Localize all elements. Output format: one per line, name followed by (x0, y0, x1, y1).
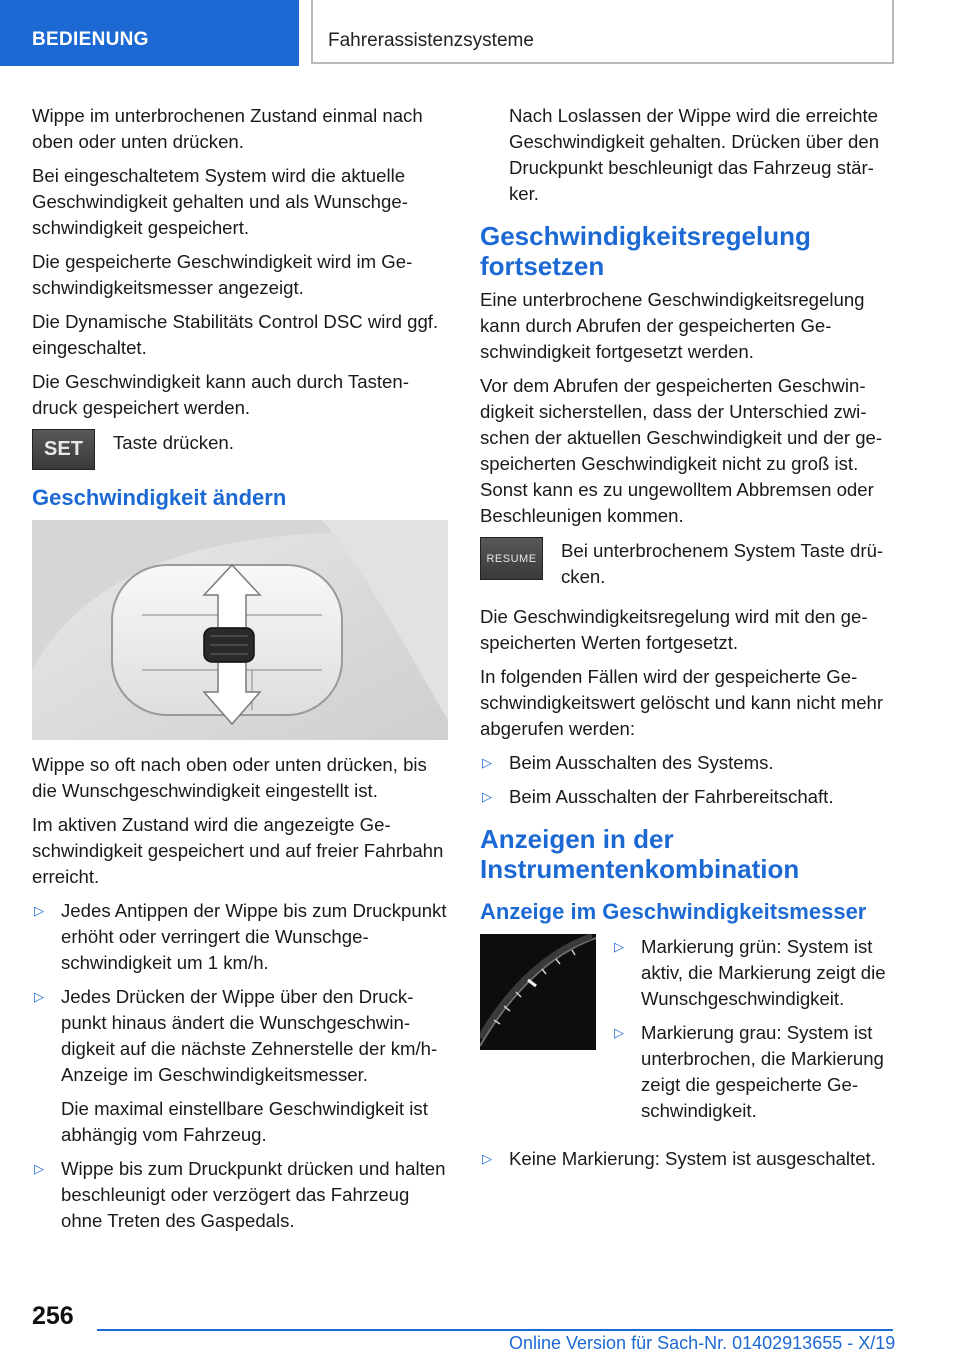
paragraph: Im aktiven Zustand wird die angezeigte Geschwindigkeit gespeichert und auf freier Fahrbahn erreicht. (32, 814, 444, 887)
resume-key-icon: RESUME (480, 537, 543, 580)
set-key-instruction (32, 429, 448, 470)
paragraph: Bei eingeschaltetem System wird die aktuelle Geschwindigkeit gehalten und als Wunschgeschwindigkeit gespeichert. (32, 165, 408, 238)
paragraph: Nach Loslassen der Wippe wird die erreichte Geschwindigkeit gehalten. Drücken über den Druckpunkt beschleunigt das Fahrzeug stärker. (509, 105, 880, 204)
list-item-text: Markierung grün: System ist aktiv, die Markierung zeigt die Wunschgeschwindigkeit. (641, 936, 886, 1009)
triangle-bullet-icon: ▷ (482, 1151, 492, 1166)
paragraph: Eine unterbrochene Geschwindigkeitsregelung kann durch Abrufen der gespeicherten Geschwindigkeit fortgesetzt werden. (480, 289, 865, 362)
speedometer-block (480, 934, 896, 1140)
list-item (612, 934, 896, 1012)
footer-online-version: Online Version für Sach-Nr. 01402913655 - X/19 (509, 1333, 896, 1353)
footer-divider (97, 1329, 893, 1331)
heading-speedo: Anzeige im Geschwindigkeitsmesser (480, 899, 867, 924)
resume-key-text: Bei unterbrochenem System Taste drücken. (561, 540, 884, 587)
left-column (32, 103, 448, 1242)
right-column (480, 103, 896, 1180)
heading-display: Anzeigen in der Instrumentenkombination (480, 824, 800, 884)
list-item-text: Keine Markierung: System ist ausgeschaltet. (509, 1148, 876, 1169)
list-item-text: Wippe bis zum Druckpunkt drücken und halten beschleunigt oder verzögert das Fahrzeug ohne Treten des Gaspedals. (61, 1158, 446, 1231)
list-item (480, 784, 896, 810)
set-key-text: Taste drücken. (113, 432, 234, 453)
list-item (612, 1020, 896, 1124)
list-item (480, 1146, 896, 1172)
triangle-bullet-icon: ▷ (34, 903, 44, 918)
heading-resume: Geschwindigkeitsregelung fortsetzen (480, 221, 811, 281)
paragraph: Wippe im unterbrochenen Zustand einmal nach oben oder unten drücken. (32, 105, 423, 152)
paragraph: Wippe so oft nach oben oder unten drücken, bis die Wunschgeschwindigkeit eingestellt ist. (32, 754, 427, 801)
heading-change-speed: Geschwindigkeit ändern (32, 485, 287, 510)
list-item (480, 750, 896, 776)
paragraph: Die Geschwindigkeit kann auch durch Tastendruck gespeichert werden. (32, 371, 409, 418)
triangle-bullet-icon: ▷ (614, 1025, 624, 1040)
paragraph: Die Geschwindigkeitsregelung wird mit den gespeicherten Werten fortgesetzt. (480, 606, 868, 653)
triangle-bullet-icon: ▷ (34, 1161, 44, 1176)
paragraph: Die Dynamische Stabilitäts Control DSC wird ggf. eingeschaltet. (32, 311, 439, 358)
paragraph: In folgenden Fällen wird der gespeicherte Geschwindigkeitswert gelöscht und kann nicht mehr abgerufen werden: (480, 666, 884, 739)
list-item-text: Markierung grau: System ist unterbrochen, die Markierung zeigt die gespeicherte Geschwindigkeit. (641, 1022, 884, 1121)
bullet-list (480, 1146, 896, 1172)
bullet-list (480, 750, 896, 810)
bullet-list (32, 898, 448, 1234)
section-tab (0, 0, 299, 66)
triangle-bullet-icon: ▷ (34, 989, 44, 1004)
list-item-text: Jedes Antippen der Wippe bis zum Druckpunkt erhöht oder verringert die Wunschgeschwindigkeit um 1 km/h. (61, 900, 447, 973)
chapter-title: Fahrerassistenzsysteme (328, 30, 534, 51)
speedometer-marking-image (480, 934, 596, 1050)
section-title: BEDIENUNG (32, 29, 149, 50)
list-item-note: Die maximal einstellbare Geschwindigkeit ist abhängig vom Fahrzeug. (61, 1098, 428, 1145)
list-item (32, 898, 448, 976)
list-item-text: Jedes Drücken der Wippe über den Druckpunkt hinaus ändert die Wunschgeschwindigkeit auf die nächste Zehnerstelle der km/h-Anzeige im Geschwindigkeitsmesser. (61, 986, 438, 1085)
triangle-bullet-icon: ▷ (614, 939, 624, 954)
list-item (32, 1156, 448, 1234)
paragraph: Die gespeicherte Geschwindigkeit wird im Geschwindigkeitsmesser angezeigt. (32, 251, 413, 298)
steering-wheel-rocker-photo (32, 520, 448, 740)
list-item-text: Beim Ausschalten der Fahrbereitschaft. (509, 786, 834, 807)
set-key-icon: SET (32, 429, 95, 470)
paragraph: Vor dem Abrufen der gespeicherten Geschwindigkeit sicherstellen, dass der Unterschied zwischen der aktuellen Geschwindigkeit und der gespeicherten Geschwindigkeit nicht zu groß ist. Sonst kann es zu ungewolltem Abbremsen oder Beschleunigen kommen. (480, 375, 883, 526)
list-item-text: Beim Ausschalten des Systems. (509, 752, 774, 773)
triangle-bullet-icon: ▷ (482, 789, 492, 804)
triangle-bullet-icon: ▷ (482, 755, 492, 770)
page-number: 256 (32, 1302, 74, 1330)
list-item (32, 984, 448, 1148)
chapter-header (311, 0, 894, 64)
marking-bullet-list (612, 934, 896, 1132)
resume-key-instruction (480, 537, 896, 590)
